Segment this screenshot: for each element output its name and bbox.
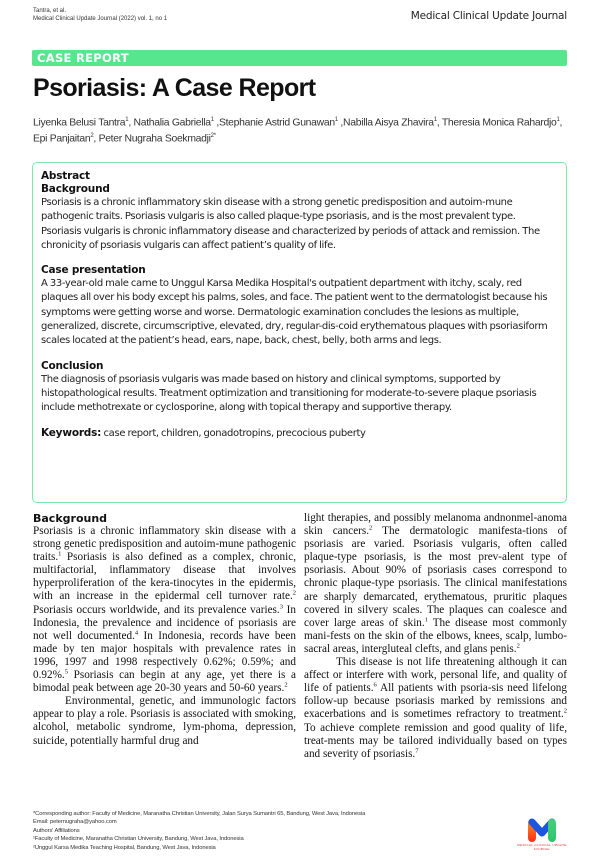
body-paragraph: light therapies, and possibly melanoma andnonmel-anoma skin cancers.$^2$ The dermatologic manifesta-tions of psoriasis are varied. Psoriasis vulgaris, often called plaque-type psoriasis, is the most prev-alent type of psoriasis. About 90% of psoriasis cases correspond to chronic plaque-type psoriasis. The clinical manifestations are sharply demarcated, erythematous, pruritic plaques covered in silvery scales. The plaques can coalesce and cover large areas of skin.$^1$ The disease most commonly mani-fests on the skin of the elbows, knees, scalp, lumbo-sacral areas, intergluteal clefts, and glans penis.$^2$ (304, 512, 568, 655)
journal-name: Medical Clinical Update Journal (410, 10, 567, 22)
affiliations-label: Authors' Affiliations (33, 827, 80, 834)
citation-ref[interactable]: 2 (369, 524, 373, 532)
body-paragraph: Environmental, genetic, and immunologic factors appear to play a role. Psoriasis is associated with smoking, alcohol, metabolic syndrome, lym-phoma, depression, suicide, potentially harmful drug and (33, 695, 296, 747)
article-type-banner (32, 50, 567, 66)
citation-ref[interactable]: 6 (373, 681, 377, 689)
email-link[interactable]: Email: peternugraha@yahoo.com (33, 819, 117, 826)
abstract-background-text: Psoriasis is a chronic inflammatory skin disease with a strong genetic predisposition and autoim-mune pathogenic traits. Psoriasis vulgaris is also called plaque-type psoriasis, and is the most prevalent type. Psoriasis vulgaris is chronic inflammatory disease and characterized by periods of attack and remission. The chronicity of psoriasis vulgaris can affect patient’s quality of life. (41, 197, 540, 251)
citation-ref[interactable]: 1 (58, 550, 62, 558)
author-affiliation-mark: 2* (210, 132, 216, 139)
citation-ref[interactable]: 7 (415, 746, 419, 754)
citation-ref[interactable]: 1 (424, 616, 428, 624)
author-affiliation-mark: 2 (90, 132, 94, 139)
running-head (33, 7, 167, 23)
abstract-background-heading: Background (41, 183, 110, 195)
affiliation-2: ²Unggul Karsa Medika Teaching Hospital, Bandung, West Java, Indonesia (33, 844, 216, 851)
affiliation-1: ¹Faculty of Medicine, Maranatha Christian University, Bandung, West Java, Indonesia (33, 836, 244, 843)
abstract-box (32, 162, 567, 503)
author-list: Liyenka Belusi Tantra$^1$, Nathalia Gabriella$^1$ ,Stephanie Astrid Gunawan$^1$ ,Nabilla Aisya Zhavira$^1$, Theresia Monica Rahardjo$^1$, Epi Panjaitan$^2$, Peter Nugraha Soekmadji$^{2*}$ (33, 117, 563, 145)
author-affiliation-mark: 1 (433, 117, 437, 123)
journal-logo (517, 815, 567, 855)
logo-caption: MEDICAL CLINICAL UPDATE (517, 843, 567, 847)
author-name: Peter Nugraha Soekmadji (98, 133, 211, 145)
abstract-case-text: A 33-year-old male came to Unggul Karsa Medika Hospital's outpatient department with itchy, scaly, red plaques all over his body except his palms, soles, and face. The patient went to the dermatologist because his symptoms were getting worse and worse. Dermatologic examination concludes the lesions as multiple, generalized, discrete, circumscriptive, elevated, dry, regular-dis-coid erythematous plaques with psoriasiform scales located at the patient’s head, ears, nape, back, chest, belly, both arms and legs. (41, 278, 548, 347)
author-affiliation-mark: 1 (556, 117, 560, 123)
citation-ref[interactable]: 3 (279, 602, 283, 610)
author-name: Stephanie Astrid Gunawan (218, 117, 335, 129)
journal-m-logo-icon (526, 815, 558, 843)
author-name: Liyenka Belusi Tantra (33, 117, 126, 129)
keywords-label: Keywords: (41, 426, 102, 439)
keywords (41, 427, 558, 441)
citation-ref[interactable]: 5 (64, 668, 68, 676)
corresponding-author-note: *Corresponding author: Faculty of Medicine, Maranatha Christian University, Jalan Surya Sumantri 65, Bandung, West Java, Indonesia (33, 811, 366, 817)
author-name: Nabilla Aisya Zhavira (343, 117, 434, 129)
body-paragraph: Psoriasis is a chronic inflammatory skin disease with a strong genetic predisposition and autoim-mune pathogenic traits.$^1$ Psoriasis is also defined as a complex, chronic, multifactorial, inflammatory disease that involves hyperproliferation of the kera-tinocytes in the epidermis, with an increase in the epidermal cell turnover rate.$^2$ Psoriasis occurs worldwide, and its prevalence varies.$^3$ In Indonesia, the prevalence and incidence of psoriasis are not well documented.$^4$ In Indonesia, records have been made by ten major hospitals with prevalence rates in 1996, 1997 and 1998 respectively 0.62%; 0.59%; and 0.92%.$^5$ Psoriasis can begin at any age, yet there is a bimodal peak between age 20-30 years and 50-60 years.$^2$ (33, 525, 296, 695)
citation-ref[interactable]: 4 (134, 629, 139, 637)
citation-ref[interactable]: 2 (516, 642, 520, 650)
author-name: Epi Panjaitan (33, 133, 91, 145)
author-name: Nathalia Gabriella (133, 117, 211, 129)
running-citation: Medical Clinical Update Journal (2022) vol. 1, no 1 (33, 16, 168, 22)
author-name: Theresia Monica Rahardjo (441, 117, 557, 129)
body-column-left (33, 512, 296, 748)
citation-ref[interactable]: 2 (292, 589, 296, 597)
author-affiliation-mark: 1 (125, 117, 129, 123)
article-type-label: CASE REPORT (37, 51, 129, 65)
keywords-text: case report, children, gonadotropins, precocious puberty (103, 427, 366, 439)
body-column-right (304, 512, 567, 761)
citation-ref[interactable]: 2 (284, 681, 288, 689)
logo-caption-sub: JOURNAL (533, 847, 551, 851)
abstract-heading: Abstract (41, 170, 90, 182)
author-affiliation-mark: 1 (334, 117, 338, 123)
abstract-case-heading: Case presentation (41, 264, 146, 277)
abstract-conclusion-text: The diagnosis of psoriasis vulgaris was made based on history and clinical symptoms, supported by histopathological results. Treatment optimization and transitioning for moderate-to-severe plaque psoriasis include methotrexate or cyclosporine, along with topical therapy and supportive therapy. (41, 373, 537, 414)
running-author: Tantra, et al. (33, 8, 67, 14)
body-background-heading: Background (33, 512, 108, 525)
author-affiliation-mark: 1 (210, 117, 214, 123)
body-paragraph: This disease is not life threatening although it can affect or interfere with work, personal life, and quality of life of patients.$^6$ All patients with psoria-sis need lifelong follow-up because psoriasis marked by remissions and exacerbations and is sometimes refractory to treatment.$^2$ To achieve complete remission and good quality of life, treat-ments may be tailored individually based on types and severity of psoriasis.$^7$ (304, 656, 567, 760)
abstract-conclusion-heading: Conclusion (41, 359, 104, 372)
article-title: Psoriasis: A Case Report (33, 74, 316, 102)
citation-ref[interactable]: 2 (563, 707, 567, 715)
footnotes (33, 810, 503, 852)
